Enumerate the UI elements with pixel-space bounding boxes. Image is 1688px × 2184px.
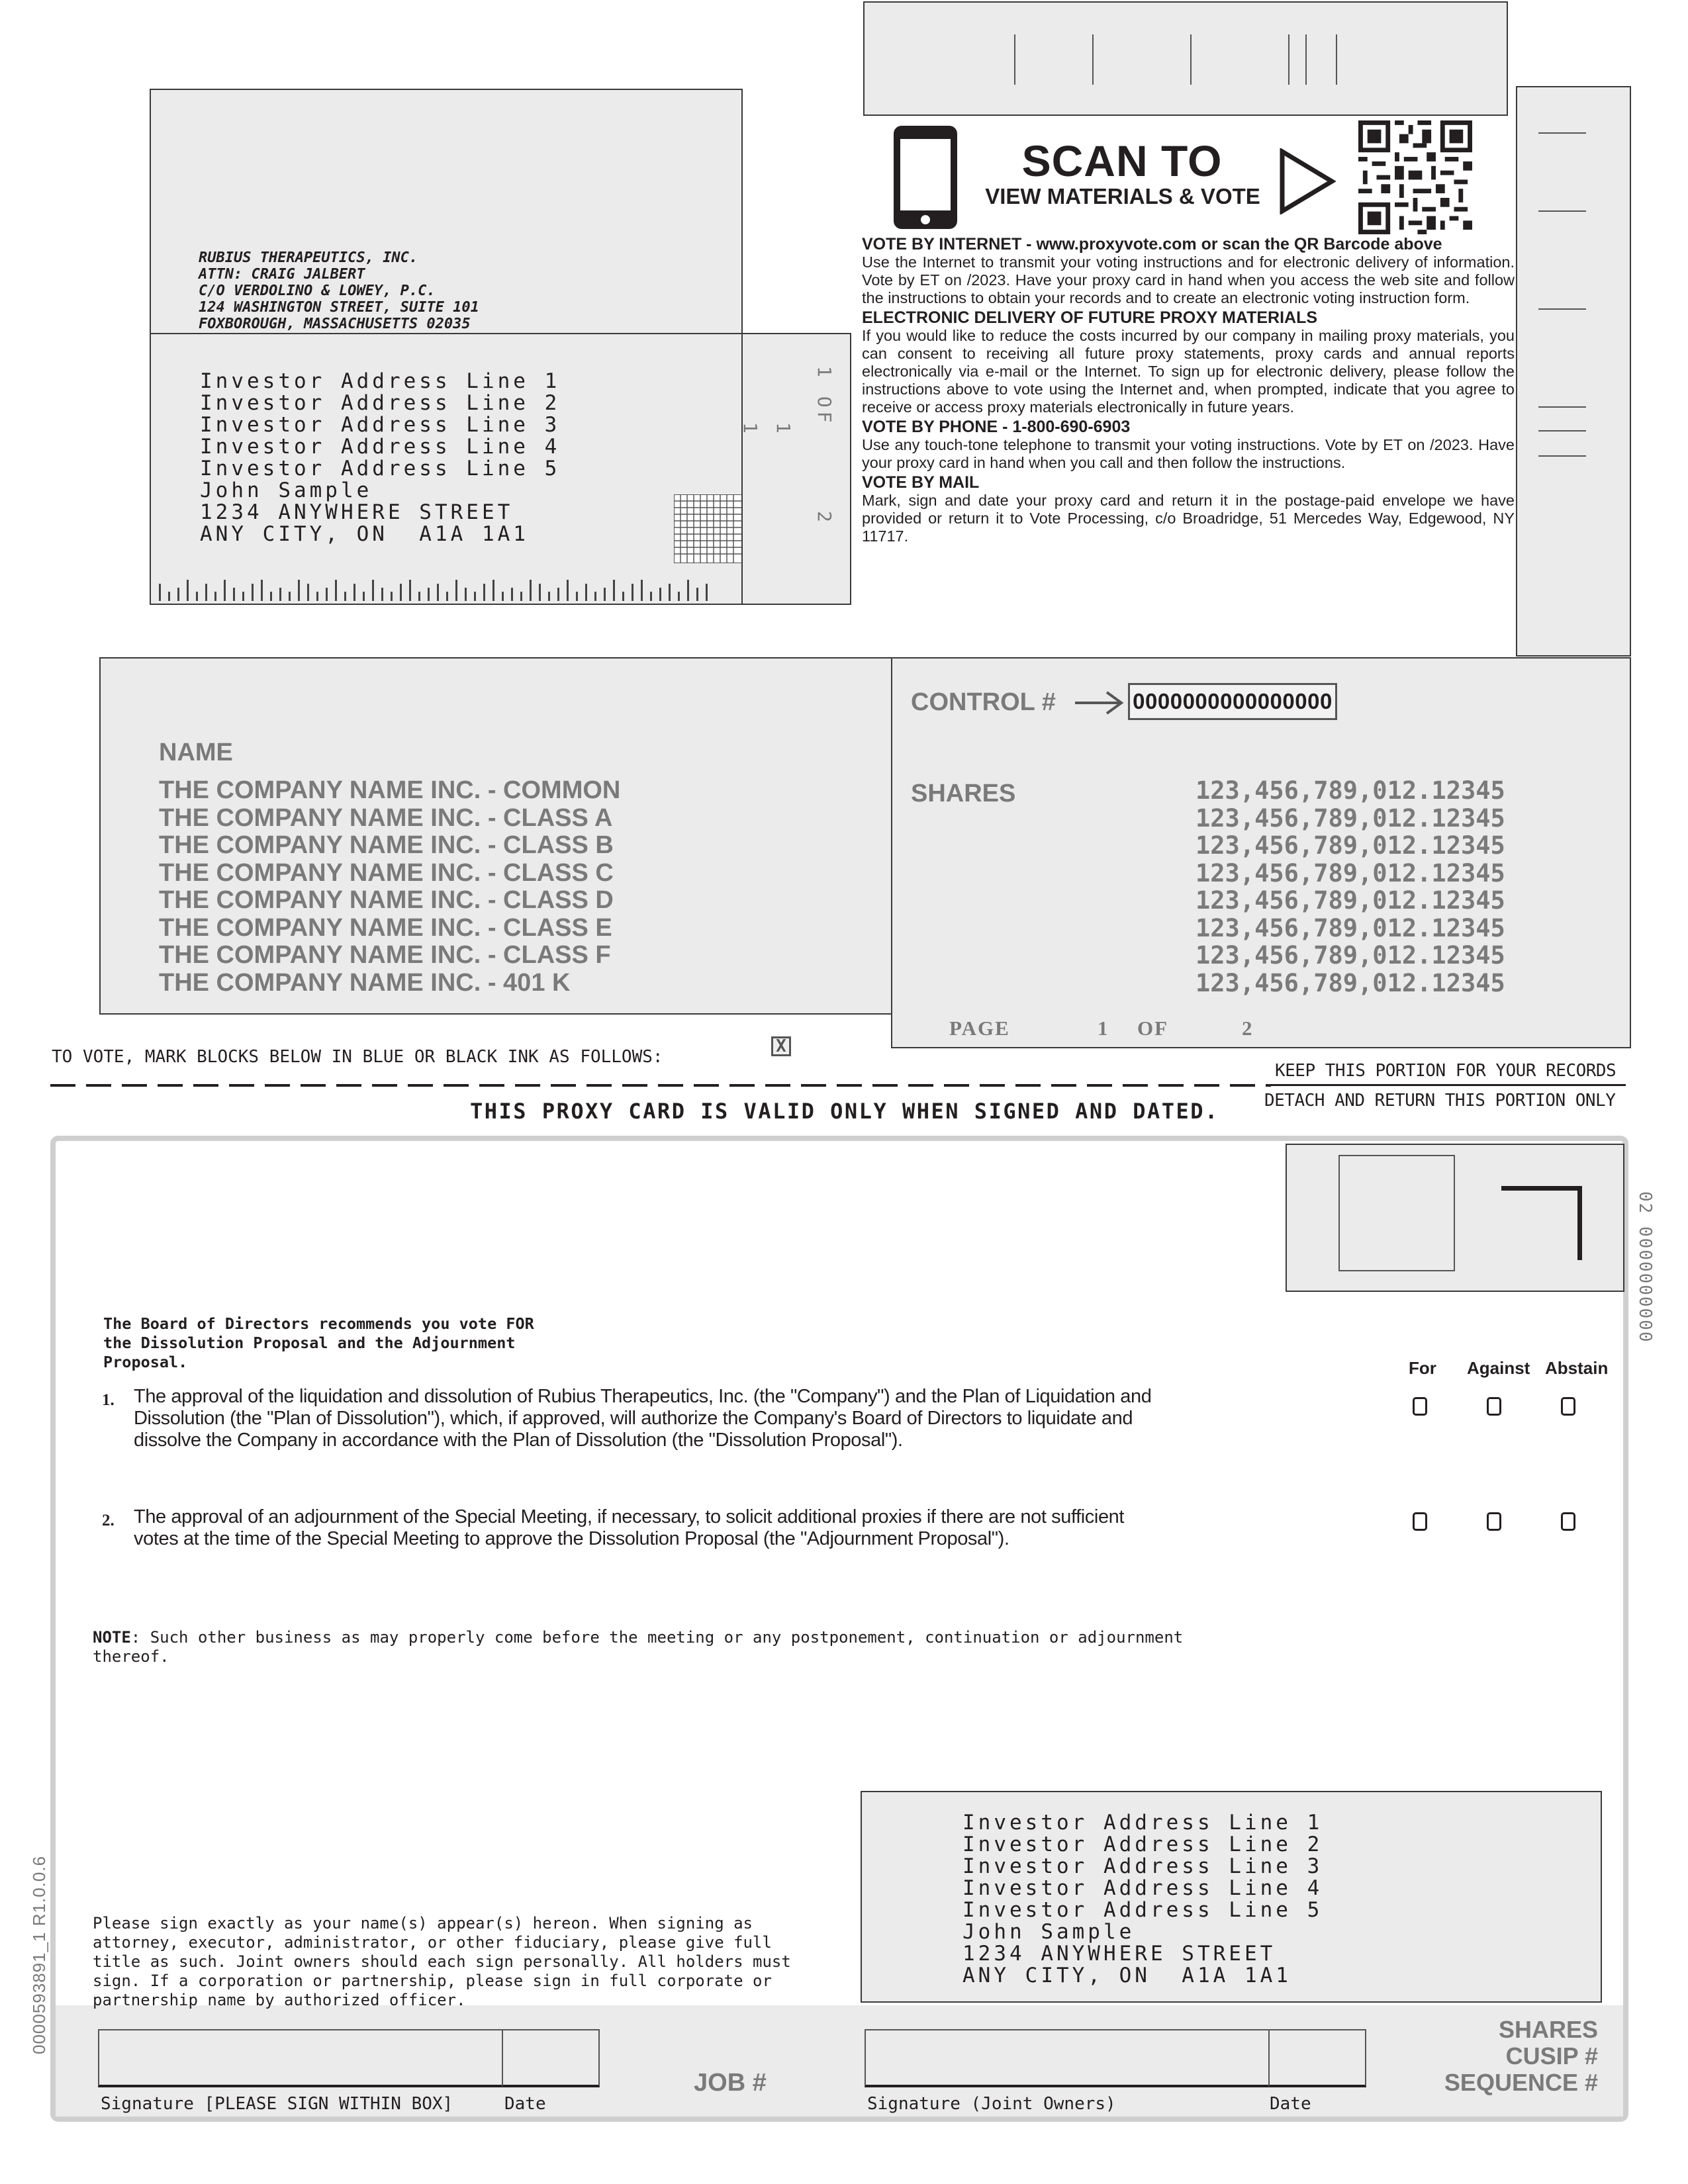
investor-address <box>200 371 560 545</box>
share-amount: 123,456,789,012.12345 <box>1196 803 1505 833</box>
page-current: 1 <box>1098 1017 1108 1040</box>
mail-body: Mark, sign and date your proxy card and return it in the postage-paid envelope we have provided or return it to Vote Processing, c/o Broadridge, 51 Mercedes Way, Edgewood, NY 11717. <box>862 492 1515 545</box>
top-barcode-box <box>863 1 1508 116</box>
page-indicator-one: 1 <box>773 422 794 433</box>
side-strip-tick <box>1538 210 1586 212</box>
signing-instruction-line: partnership name by authorized officer. <box>93 1991 466 2009</box>
qr-code-icon <box>1358 120 1472 234</box>
job-number: JOB # <box>694 2069 767 2097</box>
scan-subtitle: VIEW MATERIALS & VOTE <box>985 184 1260 208</box>
recommendation-line: the Dissolution Proposal and the Adjournment <box>103 1334 516 1352</box>
date-label: Date <box>504 2094 546 2114</box>
recommendation-line: The Board of Directors recommends you vote FOR <box>103 1314 534 1333</box>
cusip-label: CUSIP # <box>1505 2042 1598 2070</box>
page-label: PAGE <box>949 1017 1010 1040</box>
sender-address <box>199 250 479 332</box>
company-names <box>159 777 620 997</box>
company-name: THE COMPANY NAME INC. - CLASS C <box>159 858 614 887</box>
grid-code-icon <box>674 494 743 563</box>
keep-portion: KEEP THIS PORTION FOR YOUR RECORDS <box>1275 1061 1617 1081</box>
side-strip-tick <box>1538 455 1586 457</box>
share-amount: 123,456,789,012.12345 <box>1196 776 1505 805</box>
phone-body: Use any touch-tone telephone to transmit your voting instructions. Vote by ET on /2023. Have your proxy card in hand when you call and then follow the instructions. <box>862 436 1515 471</box>
joint-signature-box[interactable] <box>865 2029 1270 2087</box>
page-total: 2 <box>1242 1017 1252 1040</box>
sender-line: FOXBOROUGH, MASSACHUSETTS 02035 <box>199 316 471 332</box>
control-label: CONTROL # <box>911 688 1056 716</box>
note-text: : Such other business as may properly come before the meeting or any postponement, continuation or adjournment thereof. <box>93 1628 1184 1666</box>
proposal-1-against-checkbox[interactable] <box>1487 1397 1501 1416</box>
proposal-1-abstain-checkbox[interactable] <box>1561 1397 1575 1416</box>
sender-line: ATTN: CRAIG JALBERT <box>199 266 365 283</box>
arrow-right-icon <box>1074 690 1125 716</box>
joint-date-label: Date <box>1270 2094 1311 2114</box>
page-of: OF <box>1137 1017 1169 1040</box>
internet-title: VOTE BY INTERNET - www.proxyvote.com or scan the QR Barcode above <box>862 235 1442 253</box>
shares-label: SHARES <box>911 780 1016 807</box>
scanner-inner-box <box>1338 1155 1455 1271</box>
header-against: Against <box>1467 1358 1530 1378</box>
shares-code-label: SHARES <box>1498 2016 1598 2043</box>
company-name: THE COMPANY NAME INC. - CLASS F <box>159 941 611 969</box>
side-strip-tick <box>1538 430 1586 432</box>
header-for: For <box>1409 1358 1436 1378</box>
board-recommendation <box>103 1314 534 1372</box>
recommendation-line: Proposal. <box>103 1353 188 1371</box>
scan-title: SCAN TO <box>1021 136 1223 185</box>
signing-instruction-line: title as such. Joint owners should each sign personally. All holders must <box>93 1952 791 1971</box>
postal-barcode-icon <box>159 577 722 602</box>
detach-dashed-line <box>50 1084 1271 1087</box>
side-strip-tick <box>1538 406 1586 408</box>
joint-date-box[interactable] <box>1268 2029 1366 2087</box>
investor-line: Investor Address Line 5 <box>200 457 561 480</box>
signing-instruction-line: sign. If a corporation or partnership, please sign in full corporate or <box>93 1972 772 1990</box>
proposal-2-for-checkbox[interactable] <box>1413 1512 1427 1531</box>
share-amount: 123,456,789,012.12345 <box>1196 968 1505 997</box>
joint-signature-label: Signature (Joint Owners) <box>867 2094 1116 2114</box>
company-name: THE COMPANY NAME INC. - CLASS D <box>159 886 614 914</box>
barcode-bar <box>1305 34 1307 85</box>
side-code: 02 0000000000 <box>1635 1191 1655 1343</box>
investor-line: Investor Address Line 2 <box>200 391 561 415</box>
signing-instructions <box>93 1914 791 2010</box>
investor-line: Investor Address Line 1 <box>200 369 561 393</box>
return-address-line: Investor Address Line 2 <box>962 1833 1323 1856</box>
corner-mark-icon <box>1501 1186 1582 1260</box>
signature-label: Signature [PLEASE SIGN WITHIN BOX] <box>101 2094 453 2114</box>
proposal-2-against-checkbox[interactable] <box>1487 1512 1501 1531</box>
mail-title: VOTE BY MAIL <box>862 473 980 492</box>
proposal-2-text: The approval of an adjournment of the Special Meeting, if necessary, to solicit additional proxies if there are not sufficient votes at the time of the Special Meeting to approve the Dissolution Proposal (the "Adjournment Proposal"). <box>134 1506 1125 1549</box>
signature-box[interactable] <box>98 2029 503 2087</box>
phone-title: VOTE BY PHONE - 1-800-690-6903 <box>862 418 1131 436</box>
signing-instruction-line: Please sign exactly as your name(s) appear(s) hereon. When signing as <box>93 1914 753 1933</box>
internet-body: Use the Internet to transmit your voting instructions and for electronic delivery of information. Vote by ET on /2023. Have your proxy card in hand when you access the web site and follow the instructions to obtain your records and to create an electronic voting instruction form. <box>862 253 1515 306</box>
sender-line: 124 WASHINGTON STREET, SUITE 101 <box>199 299 479 316</box>
return-address-line: 1234 ANYWHERE STREET <box>962 1942 1276 1966</box>
footer-code: 0000593891_1 R1.0.0.6 <box>29 1855 49 2054</box>
barcode-bar <box>1336 34 1337 85</box>
company-name: THE COMPANY NAME INC. - CLASS E <box>159 913 612 942</box>
play-arrow-icon <box>1279 148 1336 214</box>
return-address-line: Investor Address Line 3 <box>962 1854 1323 1878</box>
share-amount: 123,456,789,012.12345 <box>1196 831 1505 860</box>
barcode-bar <box>1092 34 1094 85</box>
proposal-2-number: 2. <box>102 1512 115 1529</box>
investor-line: Investor Address Line 4 <box>200 435 561 459</box>
return-address <box>962 1812 1323 1987</box>
mailing-window-divider <box>150 333 743 334</box>
share-amounts <box>1196 777 1505 997</box>
sender-line: RUBIUS THERAPEUTICS, INC. <box>199 250 418 266</box>
vote-instruction: TO VOTE, MARK BLOCKS BELOW IN BLUE OR BLACK INK AS FOLLOWS: <box>52 1047 663 1067</box>
signing-instruction-line: attorney, executor, administrator, or other fiduciary, please give full <box>93 1933 772 1952</box>
header-abstain: Abstain <box>1545 1358 1609 1378</box>
return-address-line: John Sample <box>962 1920 1135 1944</box>
investor-line: Investor Address Line 3 <box>200 413 561 437</box>
detach-return: DETACH AND RETURN THIS PORTION ONLY <box>1264 1091 1616 1111</box>
proposal-1-text: The approval of the liquidation and dissolution of Rubius Therapeutics, Inc. (the "Company") and the Plan of Liquidation and Dissolution (the "Plan of Dissolution"), which, if approved, will authorize the Company's Board of Directors to liquidate and dissolve the Company in accordance with the Plan of Dissolution (the "Dissolution Proposal"). <box>134 1386 1152 1451</box>
investor-line: 1234 ANYWHERE STREET <box>200 500 514 524</box>
note <box>93 1628 1231 1666</box>
barcode-bar <box>1190 34 1192 85</box>
page-indicator-two: 2 <box>814 511 835 522</box>
return-address-line: Investor Address Line 4 <box>962 1876 1323 1900</box>
company-name: THE COMPANY NAME INC. - CLASS A <box>159 803 613 832</box>
page-indicator-one-b: 1 <box>739 422 761 433</box>
mark-example-checkbox: X <box>771 1036 791 1056</box>
page-indicator-one-of: 1 OF <box>814 366 835 427</box>
share-amount: 123,456,789,012.12345 <box>1196 913 1505 942</box>
company-name: THE COMPANY NAME INC. - 401 K <box>159 968 571 997</box>
side-strip <box>1516 86 1631 657</box>
return-address-line: Investor Address Line 5 <box>962 1898 1323 1922</box>
proposal-1-for-checkbox[interactable] <box>1413 1397 1427 1416</box>
phone-icon <box>892 124 959 230</box>
detach-solid-line <box>1271 1084 1626 1086</box>
company-name: THE COMPANY NAME INC. - COMMON <box>159 776 621 804</box>
proposal-2-abstain-checkbox[interactable] <box>1561 1512 1575 1531</box>
voting-instructions <box>862 236 1515 545</box>
note-label: NOTE <box>93 1628 131 1647</box>
return-address-line: ANY CITY, ON A1A 1A1 <box>962 1964 1291 1987</box>
investor-line: ANY CITY, ON A1A 1A1 <box>200 522 529 546</box>
sender-line: C/O VERDOLINO & LOWEY, P.C. <box>199 283 436 299</box>
share-amount: 123,456,789,012.12345 <box>1196 858 1505 887</box>
share-amount: 123,456,789,012.12345 <box>1196 941 1505 970</box>
side-strip-tick <box>1538 132 1586 134</box>
side-strip-tick <box>1538 308 1586 310</box>
proposal-1-number: 1. <box>102 1391 115 1409</box>
electronic-body: If you would like to reduce the costs incurred by our company in mailing proxy materials, you can consent to receiving all future proxy statements, proxy cards and annual reports electronically via e-mail or the Internet. To sign up for electronic delivery, please follow the instructions above to vote using the Internet and, when prompted, indicate that you agree to receive or access proxy materials electronically in future years. <box>862 327 1515 416</box>
valid-notice: THIS PROXY CARD IS VALID ONLY WHEN SIGNED AND DATED. <box>470 1099 1219 1124</box>
share-amount: 123,456,789,012.12345 <box>1196 886 1505 915</box>
company-name: THE COMPANY NAME INC. - CLASS B <box>159 831 614 859</box>
control-number: 0000000000000000 <box>1128 683 1337 720</box>
investor-line: John Sample <box>200 478 373 502</box>
barcode-bar <box>1288 34 1289 85</box>
name-label: NAME <box>159 739 233 766</box>
electronic-title: ELECTRONIC DELIVERY OF FUTURE PROXY MATERIALS <box>862 308 1318 327</box>
barcode-bar <box>1014 34 1015 85</box>
sequence-label: SEQUENCE # <box>1444 2069 1598 2096</box>
return-address-line: Investor Address Line 1 <box>962 1811 1323 1835</box>
date-box[interactable] <box>502 2029 600 2087</box>
